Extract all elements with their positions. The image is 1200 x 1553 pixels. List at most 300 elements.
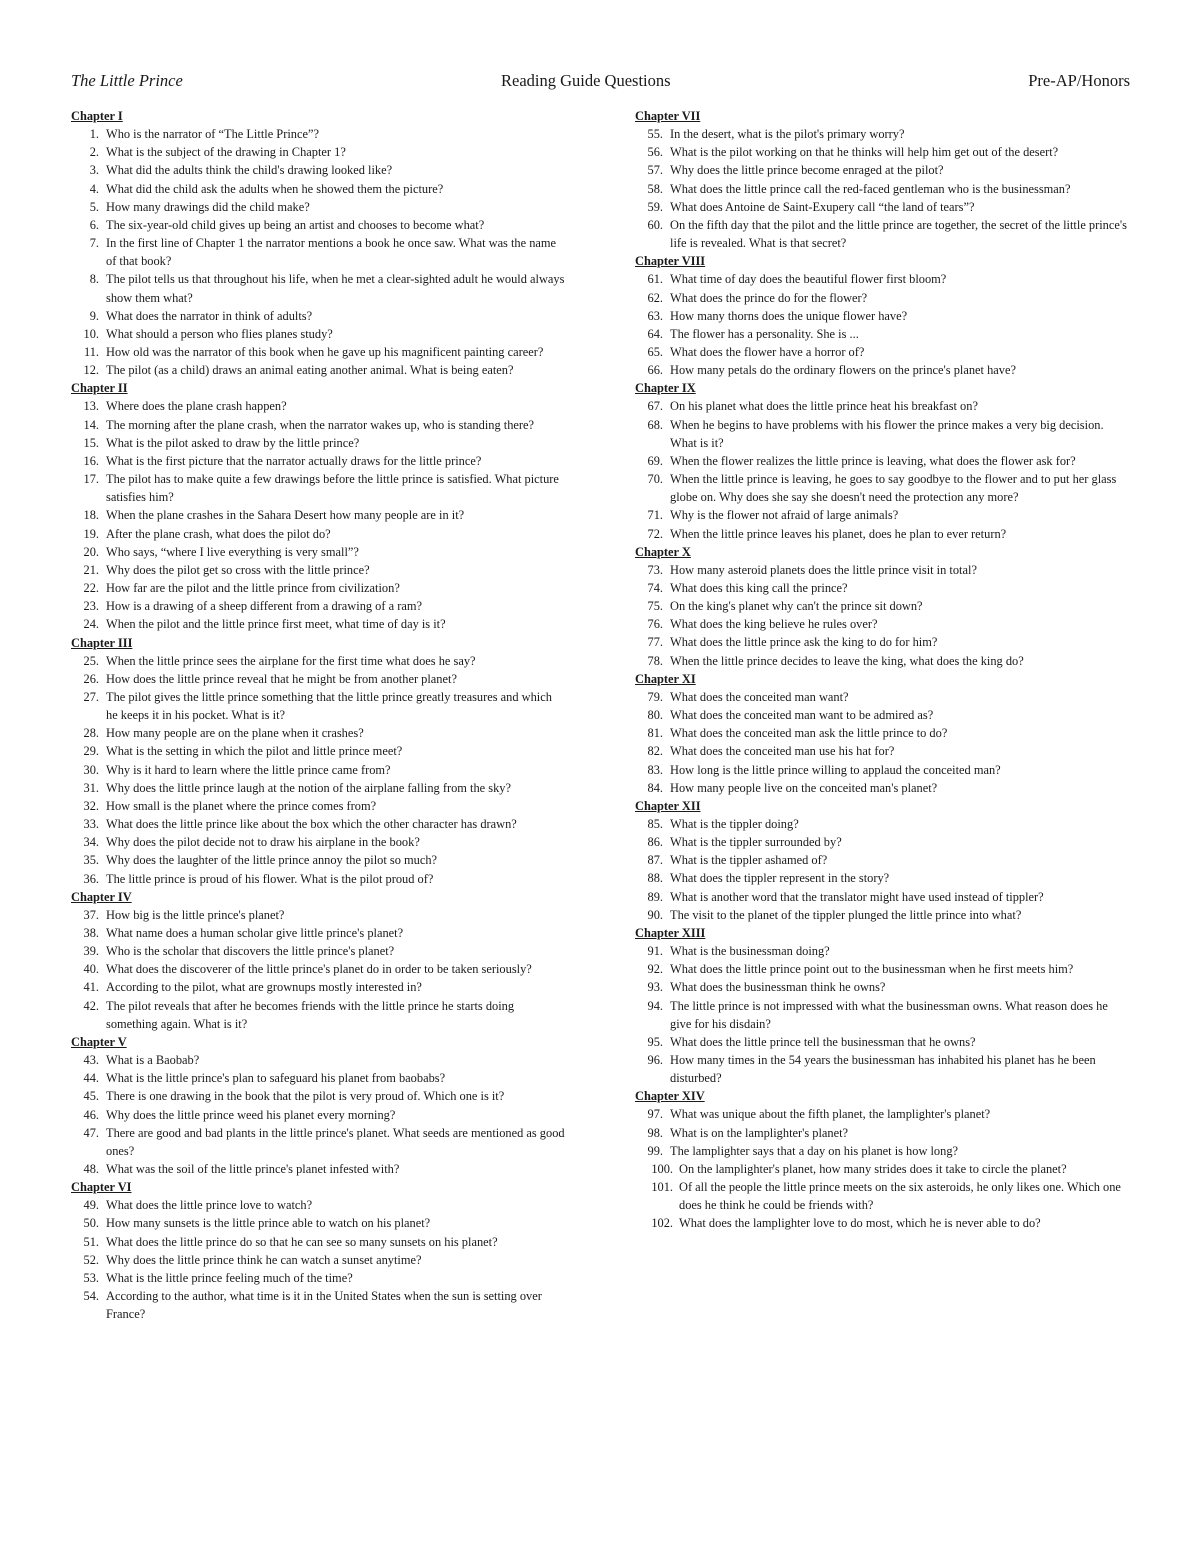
- question-number: 20.: [83, 544, 99, 559]
- question-number: 38.: [83, 925, 99, 940]
- question-text: The pilot has to make quite a few drawings before the little prince is satisfied. What picture satisfies him?: [106, 472, 559, 505]
- question-number: 17.: [83, 472, 99, 487]
- question-item: [635, 1105, 1130, 1123]
- question-text: What is the setting in which the pilot and little prince meet?: [106, 744, 403, 759]
- question-item: [71, 1069, 566, 1087]
- question-text: What does the little prince love to watch?: [106, 1198, 313, 1213]
- question-text: What was unique about the fifth planet, the lamplighter's planet?: [670, 1107, 991, 1122]
- question-item: [635, 724, 1130, 742]
- question-item: [71, 416, 566, 434]
- question-number: 2.: [89, 145, 99, 160]
- question-number: 96.: [647, 1053, 663, 1068]
- question-number: 11.: [83, 345, 99, 360]
- question-text: What is the tippler ashamed of?: [670, 853, 828, 868]
- chapter-heading: Chapter X: [635, 544, 691, 559]
- question-item: [71, 270, 566, 306]
- question-item: [71, 597, 566, 615]
- chapter-heading: Chapter II: [71, 381, 128, 396]
- question-item: [635, 470, 1130, 506]
- question-number: 63.: [647, 308, 663, 323]
- question-number: 61.: [647, 272, 663, 287]
- question-number: 9.: [89, 308, 99, 323]
- question-text: According to the pilot, what are grownups mostly interested in?: [106, 980, 422, 995]
- question-text: On the king's planet why can't the prince sit down?: [670, 599, 923, 614]
- question-number: 67.: [647, 399, 663, 414]
- question-text: How many people are on the plane when it crashes?: [106, 726, 364, 741]
- question-item: [71, 851, 566, 869]
- question-item: [71, 688, 566, 724]
- question-item: [71, 470, 566, 506]
- question-text: The six-year-old child gives up being an artist and chooses to become what?: [106, 217, 485, 232]
- question-number: 87.: [647, 853, 663, 868]
- question-number: 6.: [89, 217, 99, 232]
- question-number: 68.: [647, 417, 663, 432]
- book-title: The Little Prince: [71, 71, 183, 90]
- question-item: [71, 833, 566, 851]
- question-item: [635, 779, 1130, 797]
- question-item: [635, 452, 1130, 470]
- question-number: 83.: [647, 762, 663, 777]
- question-text: What does the businessman think he owns?: [670, 980, 886, 995]
- question-text: Why does the pilot decide not to draw his airplane in the book?: [106, 835, 420, 850]
- question-number: 15.: [83, 435, 99, 450]
- question-text: What does the conceited man want?: [670, 689, 849, 704]
- question-item: [635, 1142, 1130, 1160]
- question-number: 82.: [647, 744, 663, 759]
- question-text: What does the prince do for the flower?: [670, 290, 868, 305]
- question-number: 18.: [83, 508, 99, 523]
- question-item: [71, 434, 566, 452]
- question-item: [71, 1269, 566, 1287]
- question-item: [635, 143, 1130, 161]
- question-item: [635, 652, 1130, 670]
- question-text: The little prince is not impressed with what the businessman owns. What reason does he give for his disdain?: [670, 998, 1108, 1031]
- question-number: 81.: [647, 726, 663, 741]
- question-number: 31.: [83, 780, 99, 795]
- question-text: What does the flower have a horror of?: [670, 345, 865, 359]
- question-number: 62.: [647, 290, 663, 305]
- question-text: What is the pilot asked to draw by the little prince?: [106, 435, 360, 450]
- question-item: [635, 579, 1130, 597]
- question-item: [71, 652, 566, 670]
- question-item: [71, 506, 566, 524]
- question-text: What was the soil of the little prince's planet infested with?: [106, 1161, 400, 1176]
- chapter-heading: Chapter VI: [71, 1180, 132, 1195]
- question-item: [635, 688, 1130, 706]
- question-text: When the little prince leaves his planet, does he plan to ever return?: [670, 526, 1007, 541]
- question-number: 57.: [647, 163, 663, 178]
- question-item: [635, 742, 1130, 760]
- question-item: [635, 615, 1130, 633]
- question-item: [71, 361, 566, 379]
- question-item: [635, 1033, 1130, 1051]
- question-number: 76.: [647, 617, 663, 632]
- chapter-heading: Chapter XIII: [635, 925, 706, 940]
- question-text: The visit to the planet of the tippler plunged the little prince into what?: [670, 907, 1022, 922]
- question-text: When the little prince sees the airplane for the first time what does he say?: [106, 653, 476, 668]
- question-text: How long is the little prince willing to applaud the conceited man?: [670, 762, 1001, 777]
- question-number: 102.: [651, 1216, 673, 1231]
- question-number: 40.: [83, 962, 99, 977]
- question-item: [71, 1087, 566, 1105]
- question-item: [635, 198, 1130, 216]
- question-number: 74.: [647, 581, 663, 595]
- question-text: What does the little prince ask the king to do for him?: [670, 635, 938, 650]
- question-number: 85.: [647, 817, 663, 831]
- question-number: 28.: [83, 726, 99, 741]
- question-number: 22.: [83, 581, 99, 596]
- question-item: [71, 397, 566, 415]
- question-number: 13.: [83, 399, 99, 414]
- question-text: What is the subject of the drawing in Chapter 1?: [106, 145, 346, 160]
- question-number: 73.: [647, 562, 663, 577]
- question-text: What is the pilot working on that he thinks will help him get out of the desert?: [670, 145, 1059, 160]
- question-item: [635, 706, 1130, 724]
- question-item: [71, 670, 566, 688]
- question-item: [635, 1178, 1130, 1214]
- question-number: 100.: [651, 1161, 673, 1176]
- question-text: How many people live on the conceited man's planet?: [670, 780, 938, 795]
- question-item: [635, 270, 1130, 288]
- question-text: Why does the little prince become enraged at the pilot?: [670, 163, 944, 178]
- question-text: What does the little prince call the red-faced gentleman who is the businessman?: [670, 181, 1071, 196]
- question-text: What name does a human scholar give little prince's planet?: [106, 925, 404, 940]
- question-text: When the little prince decides to leave the king, what does the king do?: [670, 653, 1024, 668]
- question-number: 77.: [647, 635, 663, 650]
- question-number: 7.: [89, 236, 99, 251]
- question-item: [71, 870, 566, 888]
- question-number: 65.: [647, 345, 663, 359]
- question-number: 88.: [647, 871, 663, 886]
- question-item: [635, 325, 1130, 343]
- question-text: Why does the pilot get so cross with the little prince?: [106, 562, 370, 577]
- question-text: How many drawings did the child make?: [106, 199, 310, 214]
- question-number: 84.: [647, 780, 663, 795]
- question-number: 3.: [89, 163, 99, 178]
- question-text: What is the tippler doing?: [670, 817, 799, 831]
- question-number: 89.: [647, 889, 663, 904]
- question-item: [635, 833, 1130, 851]
- question-item: [71, 307, 566, 325]
- chapter-heading: Chapter XI: [635, 671, 696, 686]
- question-text: Why does the little prince laugh at the notion of the airplane falling from the sky?: [106, 780, 511, 795]
- question-text: What does the little prince point out to the businessman when he first meets him?: [670, 962, 1074, 977]
- question-item: [635, 397, 1130, 415]
- question-item: [71, 924, 566, 942]
- question-item: [635, 633, 1130, 651]
- question-number: 32.: [83, 798, 99, 813]
- question-number: 8.: [89, 272, 99, 287]
- question-number: 56.: [647, 145, 663, 160]
- question-item: [71, 978, 566, 996]
- question-text: How many asteroid planets does the little prince visit in total?: [670, 562, 977, 577]
- question-text: The pilot (as a child) draws an animal eating another animal. What is being eaten?: [106, 363, 514, 378]
- question-text: When he begins to have problems with his flower the prince makes a very big decision. What is it?: [670, 417, 1104, 450]
- question-item: [635, 997, 1130, 1033]
- guide-title: Reading Guide Questions: [501, 71, 671, 90]
- question-item: [635, 851, 1130, 869]
- question-number: 53.: [83, 1270, 99, 1285]
- chapter-heading: Chapter I: [71, 109, 123, 123]
- question-text: Why is the flower not afraid of large animals?: [670, 508, 899, 523]
- question-text: In the desert, what is the pilot's primary worry?: [670, 127, 905, 142]
- question-item: [71, 942, 566, 960]
- question-number: 78.: [647, 653, 663, 668]
- question-item: [71, 125, 566, 143]
- question-item: [71, 325, 566, 343]
- question-text: How many thorns does the unique flower have?: [670, 308, 908, 323]
- question-text: When the plane crashes in the Sahara Desert how many people are in it?: [106, 508, 465, 523]
- question-text: When the flower realizes the little prince is leaving, what does the flower ask for?: [670, 453, 1076, 468]
- question-number: 49.: [83, 1198, 99, 1213]
- chapter-heading: Chapter XIV: [635, 1089, 705, 1104]
- question-number: 71.: [647, 508, 663, 523]
- question-number: 54.: [83, 1289, 99, 1304]
- question-text: What does this king call the prince?: [670, 581, 848, 595]
- question-number: 94.: [647, 998, 663, 1013]
- question-text: The lamplighter says that a day on his planet is how long?: [670, 1143, 959, 1158]
- question-item: [635, 416, 1130, 452]
- question-number: 27.: [83, 689, 99, 704]
- question-text: In the first line of Chapter 1 the narrator mentions a book he once saw. What was the name of that book?: [106, 236, 557, 269]
- question-item: [71, 579, 566, 597]
- question-item: [635, 942, 1130, 960]
- question-item: [635, 289, 1130, 307]
- question-item: [635, 506, 1130, 524]
- question-text: Why is it hard to learn where the little prince came from?: [106, 762, 391, 777]
- left-column: [71, 107, 566, 1323]
- question-item: [635, 815, 1130, 833]
- question-number: 101.: [651, 1180, 673, 1195]
- question-text: The pilot gives the little prince something that the little prince greatly treasures and which he keeps it in his pocket. What is it?: [106, 689, 552, 723]
- question-item: [71, 1196, 566, 1214]
- chapter-heading: Chapter IV: [71, 889, 132, 904]
- chapter-heading: Chapter III: [71, 635, 133, 650]
- question-text: On his planet what does the little prince heat his breakfast on?: [670, 399, 978, 414]
- question-item: [71, 906, 566, 924]
- question-number: 5.: [89, 199, 99, 214]
- question-number: 80.: [647, 708, 663, 723]
- question-number: 39.: [83, 944, 99, 959]
- question-item: [71, 452, 566, 470]
- question-text: When the pilot and the little prince first meet, what time of day is it?: [106, 617, 446, 632]
- question-number: 90.: [647, 907, 663, 922]
- question-number: 26.: [83, 671, 99, 686]
- question-text: What should a person who flies planes study?: [106, 326, 333, 341]
- question-number: 60.: [647, 217, 663, 232]
- question-text: How old was the narrator of this book when he gave up his magnificent painting career?: [106, 345, 544, 360]
- question-item: [635, 906, 1130, 924]
- question-text: Who is the narrator of “The Little Prince”?: [106, 127, 319, 142]
- question-text: What is the first picture that the narrator actually draws for the little prince?: [106, 453, 482, 468]
- question-number: 66.: [647, 363, 663, 378]
- question-number: 43.: [83, 1053, 99, 1068]
- question-text: The pilot tells us that throughout his life, when he met a clear-sighted adult he would always show them what?: [106, 272, 565, 305]
- right-column: [635, 107, 1130, 1233]
- question-number: 29.: [83, 744, 99, 759]
- question-item: [635, 1124, 1130, 1142]
- question-item: [71, 615, 566, 633]
- question-item: [635, 960, 1130, 978]
- question-text: Why does the little prince think he can watch a sunset anytime?: [106, 1252, 422, 1267]
- question-text: How small is the planet where the prince comes from?: [106, 798, 377, 813]
- question-item: [635, 761, 1130, 779]
- question-number: 79.: [647, 689, 663, 704]
- question-text: On the lamplighter's planet, how many strides does it take to circle the planet?: [679, 1161, 1067, 1176]
- question-item: [71, 1124, 566, 1160]
- question-number: 19.: [83, 526, 99, 541]
- question-text: According to the author, what time is it in the United States when the sun is setting over France?: [106, 1289, 542, 1322]
- question-text: What did the adults think the child's drawing looked like?: [106, 163, 393, 178]
- question-text: After the plane crash, what does the pilot do?: [106, 526, 331, 541]
- question-text: What does the conceited man ask the little prince to do?: [670, 726, 948, 741]
- chapter-heading: Chapter XII: [635, 798, 701, 813]
- question-item: [635, 978, 1130, 996]
- question-text: The morning after the plane crash, when the narrator wakes up, who is standing there?: [106, 417, 535, 432]
- question-text: What is a Baobab?: [106, 1053, 200, 1068]
- question-item: [635, 525, 1130, 543]
- question-item: [635, 216, 1130, 252]
- question-text: How far are the pilot and the little prince from civilization?: [106, 581, 400, 596]
- question-text: What does the conceited man want to be admired as?: [670, 708, 934, 723]
- question-item: [71, 1051, 566, 1069]
- question-item: [71, 797, 566, 815]
- question-text: Who is the scholar that discovers the little prince's planet?: [106, 944, 395, 959]
- question-item: [71, 234, 566, 270]
- question-text: What is the tippler surrounded by?: [670, 835, 842, 850]
- question-text: The little prince is proud of his flower. What is the pilot proud of?: [106, 871, 434, 886]
- question-item: [635, 307, 1130, 325]
- question-number: 16.: [83, 453, 99, 468]
- question-text: What does the discoverer of the little prince's planet do in order to be taken seriously?: [106, 962, 532, 977]
- chapter-heading: Chapter IX: [635, 381, 696, 396]
- question-item: [71, 1251, 566, 1269]
- question-text: What is the little prince feeling much of the time?: [106, 1270, 353, 1285]
- question-text: On the fifth day that the pilot and the little prince are together, the secret of the little prince's life is revealed. What is that secret?: [670, 217, 1127, 251]
- question-number: 34.: [83, 835, 99, 850]
- question-number: 25.: [83, 653, 99, 668]
- question-number: 42.: [83, 998, 99, 1013]
- question-item: [71, 779, 566, 797]
- question-number: 23.: [83, 599, 99, 614]
- question-number: 33.: [83, 817, 99, 832]
- question-item: [71, 724, 566, 742]
- question-item: [71, 742, 566, 760]
- question-number: 47.: [83, 1125, 99, 1140]
- question-number: 36.: [83, 871, 99, 886]
- question-item: [71, 1214, 566, 1232]
- question-text: There is one drawing in the book that the pilot is very proud of. Which one is it?: [106, 1089, 505, 1104]
- question-text: What does the little prince tell the businessman that he owns?: [670, 1034, 976, 1049]
- question-item: [71, 161, 566, 179]
- question-number: 50.: [83, 1216, 99, 1231]
- question-number: 93.: [647, 980, 663, 995]
- question-number: 58.: [647, 181, 663, 196]
- question-item: [71, 960, 566, 978]
- question-number: 4.: [89, 181, 99, 196]
- question-text: What did the child ask the adults when he showed them the picture?: [106, 181, 444, 196]
- question-number: 69.: [647, 453, 663, 468]
- question-text: Why does the laughter of the little prince annoy the pilot so much?: [106, 853, 438, 868]
- question-text: How many sunsets is the little prince able to watch on his planet?: [106, 1216, 431, 1231]
- question-text: When the little prince is leaving, he goes to say goodbye to the flower and to put her glass globe on. Why does she say she doesn't need the protection any more?: [670, 472, 1117, 505]
- question-number: 35.: [83, 853, 99, 868]
- question-number: 14.: [83, 417, 99, 432]
- question-item: [635, 361, 1130, 379]
- question-text: The pilot reveals that after he becomes friends with the little prince he starts doing something again. What is it?: [106, 998, 515, 1031]
- question-number: 70.: [647, 472, 663, 487]
- question-number: 95.: [647, 1034, 663, 1049]
- question-text: What is another word that the translator might have used instead of tippler?: [670, 889, 1044, 904]
- question-text: What does the little prince like about the box which the other character has drawn?: [106, 817, 517, 832]
- question-item: [71, 143, 566, 161]
- question-item: [71, 1106, 566, 1124]
- question-item: [635, 869, 1130, 887]
- question-number: 46.: [83, 1107, 99, 1122]
- question-text: What time of day does the beautiful flower first bloom?: [670, 272, 947, 287]
- question-text: There are good and bad plants in the little prince's planet. What seeds are mentioned as good ones?: [106, 1125, 565, 1158]
- question-item: [71, 761, 566, 779]
- question-text: What is the businessman doing?: [670, 944, 830, 959]
- question-number: 21.: [83, 562, 99, 577]
- question-text: What is the little prince's plan to safeguard his planet from baobabs?: [106, 1071, 446, 1086]
- question-item: [635, 125, 1130, 143]
- question-item: [635, 597, 1130, 615]
- question-text: How is a drawing of a sheep different from a drawing of a ram?: [106, 599, 422, 614]
- course-level: Pre-AP/Honors: [1028, 71, 1130, 90]
- question-number: 10.: [83, 326, 99, 341]
- question-text: What does the king believe he rules over?: [670, 617, 878, 632]
- question-number: 45.: [83, 1089, 99, 1104]
- page-header: [71, 71, 1130, 95]
- question-number: 92.: [647, 962, 663, 977]
- question-number: 44.: [83, 1071, 99, 1086]
- question-item: [71, 815, 566, 833]
- question-item: [635, 1160, 1130, 1178]
- question-item: [635, 888, 1130, 906]
- question-item: [635, 180, 1130, 198]
- question-text: How many times in the 54 years the businessman has inhabited his planet has he been disturbed?: [670, 1053, 1096, 1086]
- question-number: 52.: [83, 1252, 99, 1267]
- question-number: 86.: [647, 835, 663, 850]
- question-text: What does the lamplighter love to do most, which he is never able to do?: [679, 1216, 1041, 1231]
- question-number: 41.: [83, 980, 99, 995]
- question-item: [71, 525, 566, 543]
- question-number: 48.: [83, 1161, 99, 1176]
- question-number: 51.: [83, 1234, 99, 1249]
- question-item: [635, 1051, 1130, 1087]
- question-text: Why does the little prince weed his planet every morning?: [106, 1107, 396, 1122]
- chapter-heading: Chapter V: [71, 1034, 127, 1049]
- question-number: 59.: [647, 199, 663, 214]
- question-item: [71, 1233, 566, 1251]
- question-item: [71, 1160, 566, 1178]
- question-number: 75.: [647, 599, 663, 614]
- question-text: The flower has a personality. She is ...: [670, 326, 859, 341]
- chapter-heading: Chapter VII: [635, 109, 701, 123]
- chapter-heading: Chapter VIII: [635, 254, 706, 269]
- question-text: What does the conceited man use his hat for?: [670, 744, 895, 759]
- question-text: What does Antoine de Saint-Exupery call “the land of tears”?: [670, 199, 975, 214]
- question-number: 72.: [647, 526, 663, 541]
- question-text: Who says, “where I live everything is very small”?: [106, 544, 359, 559]
- question-number: 37.: [83, 907, 99, 922]
- question-item: [71, 1287, 566, 1323]
- question-number: 97.: [647, 1107, 663, 1122]
- question-item: [71, 997, 566, 1033]
- question-item: [635, 1214, 1130, 1232]
- question-number: 1.: [89, 127, 99, 142]
